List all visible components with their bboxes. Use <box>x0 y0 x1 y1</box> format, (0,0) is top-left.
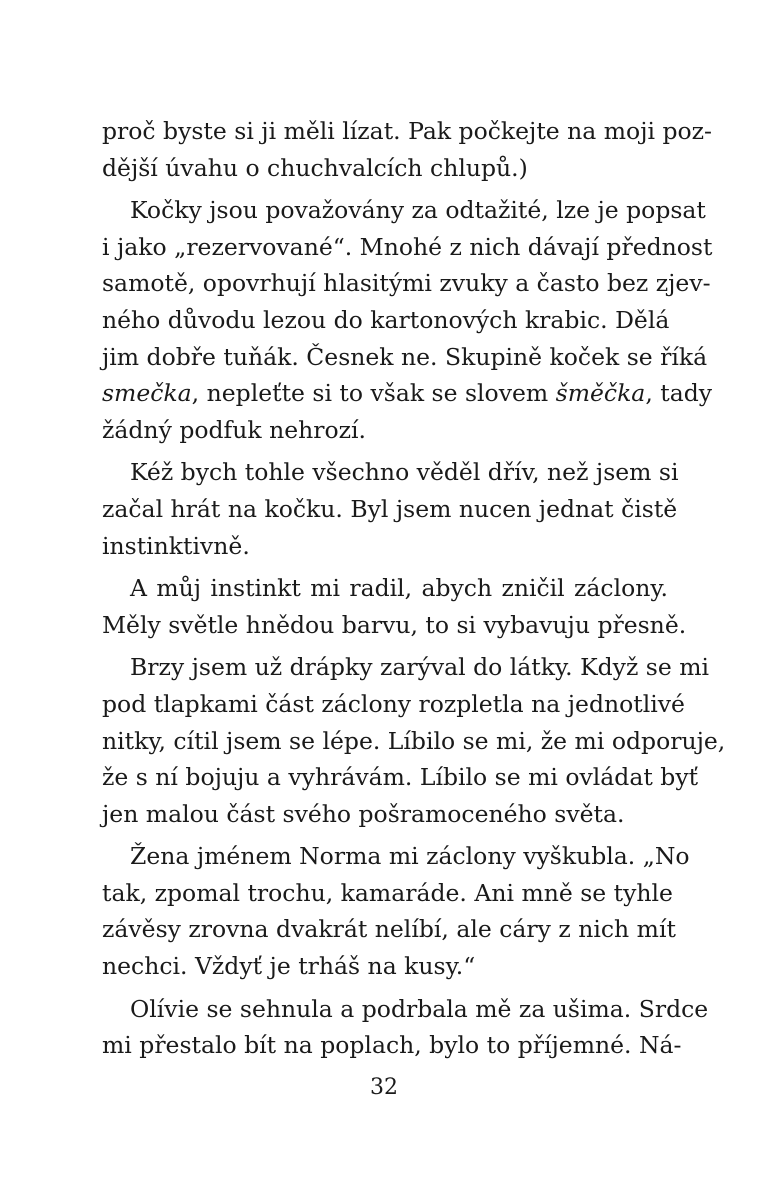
paragraph <box>102 192 713 448</box>
text-line <box>102 911 676 948</box>
text-line <box>102 723 726 760</box>
text-run: samotě, opovrhují hlasitými zvuky a často bez zjev- <box>102 269 711 298</box>
text-line <box>102 491 678 528</box>
text-line <box>102 649 710 686</box>
text-line <box>102 759 699 796</box>
text-run: Kočky jsou považovány za odtažité, lze je popsat <box>130 196 706 225</box>
text-run: i jako „rezervované“. Mnohé z nich dávají přednost <box>102 232 713 261</box>
text-line <box>102 838 690 875</box>
paragraph <box>102 991 709 1064</box>
text-run: Žena jménem Norma mi záclony vyškubla. „No <box>130 842 690 871</box>
text-run: že s ní bojuju a vyhrávám. Líbilo se mi ovládat byť <box>102 763 699 792</box>
text-run: Kéž bych tohle všechno věděl dřív, než jsem si <box>130 458 679 487</box>
text-line <box>102 192 706 229</box>
text-run: proč byste si ji měli lízat. Pak počkejte na moji poz- <box>102 117 712 145</box>
paragraph <box>102 454 679 564</box>
text-line <box>102 113 712 150</box>
text-line <box>102 150 668 187</box>
text-run: tak, zpomal trochu, kamaráde. Ani mně se tyhle <box>102 878 673 907</box>
paragraph <box>102 838 690 984</box>
text-run: žádný podfuk nehrozí. <box>102 415 367 444</box>
text-line <box>102 229 713 266</box>
text-line <box>102 375 713 412</box>
text-line <box>102 875 673 912</box>
italic-word: šměčka <box>555 379 646 408</box>
text-line <box>102 339 708 376</box>
text-line <box>102 528 668 565</box>
text-run: Brzy jsem už drápky zarýval do látky. Když se mi <box>130 653 710 682</box>
paragraph <box>102 570 687 643</box>
text-run: nechci. Vždyť je trháš na kusy.“ <box>102 952 476 981</box>
text-line <box>102 302 668 339</box>
text-line <box>102 991 709 1028</box>
text-run: mi přestalo bít na poplach, bylo to příjemné. Ná- <box>102 1031 682 1060</box>
italic-word: smečka <box>102 379 192 408</box>
text-line <box>102 948 668 985</box>
text-line <box>102 1027 682 1064</box>
text-run: ného důvodu lezou do kartonových krabic. Dělá <box>102 305 670 334</box>
text-run: dější úvahu o chuchvalcích chlupů.) <box>102 153 528 182</box>
text-run: Olívie se sehnula a podrbala mě za ušima. Srdce <box>130 994 709 1023</box>
text-line <box>102 412 668 449</box>
text-run: nitky, cítil jsem se lépe. Líbilo se mi, že mi odporuje, <box>102 726 726 755</box>
page-number: 32 <box>370 1075 398 1100</box>
text-run: pod tlapkami část záclony rozpletla na jednotlivé <box>102 689 685 718</box>
text-run: jim dobře tuňák. Česnek ne. Skupině koček se říká <box>102 342 708 371</box>
text-run: instinktivně. <box>102 531 250 560</box>
body-text <box>102 113 726 1064</box>
paragraph <box>102 113 712 186</box>
text-run: Měly světle hnědou barvu, to si vybavuju přesně. <box>102 610 687 639</box>
text-run: A můj instinkt mi radil, abych zničil záclony. <box>130 574 668 603</box>
text-run: , tady <box>645 379 713 408</box>
text-line <box>102 607 687 644</box>
text-line <box>102 454 679 491</box>
text-run: , nepleťte si to však se slovem <box>191 379 556 408</box>
text-line <box>102 686 685 723</box>
text-run: začal hrát na kočku. Byl jsem nucen jednat čistě <box>102 494 678 523</box>
text-line <box>102 570 668 607</box>
text-line <box>102 796 668 833</box>
text-run: jen malou část svého pošramoceného světa. <box>102 799 625 828</box>
paragraph <box>102 649 726 832</box>
text-line <box>102 265 711 302</box>
text-run: závěsy zrovna dvakrát nelíbí, ale cáry z nich mít <box>102 915 676 944</box>
